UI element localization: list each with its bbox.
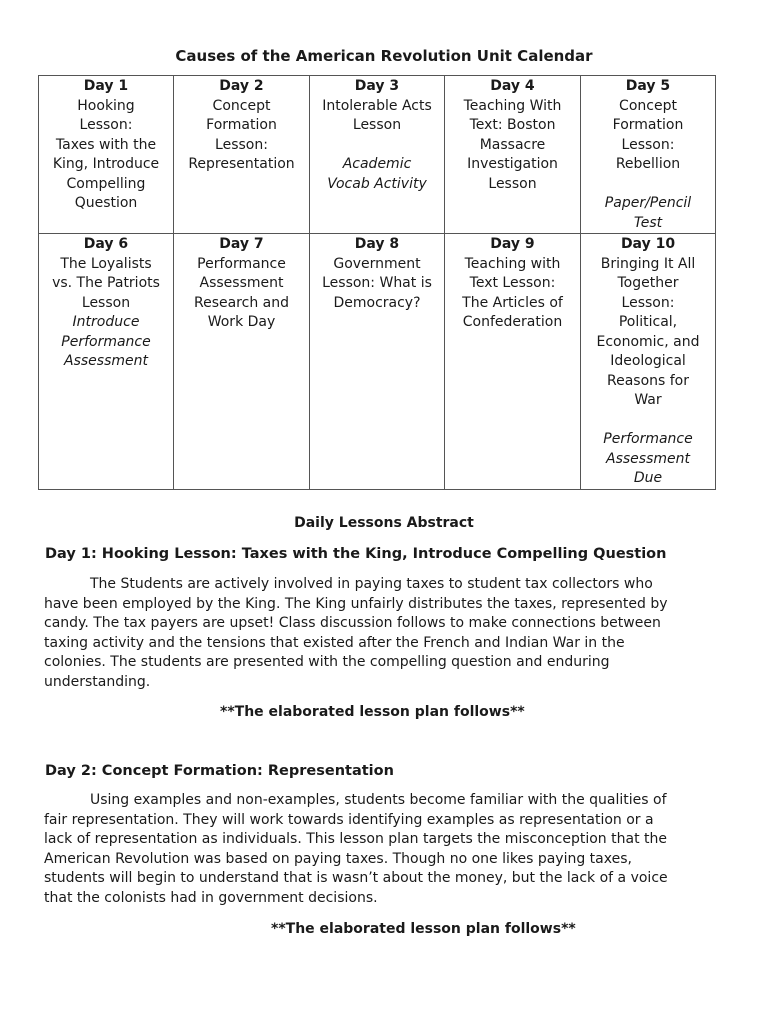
paragraph-line — [44, 634, 724, 654]
calendar-cell-day-1 — [39, 76, 174, 234]
calendar-lesson-text: Work Day — [207, 314, 276, 330]
calendar-cell-day-10 — [581, 234, 716, 490]
paragraph-line — [44, 673, 724, 693]
paragraph-line — [44, 791, 724, 811]
calendar-activity-note: Academic — [342, 156, 412, 172]
calendar-cell-spacer — [584, 175, 712, 195]
calendar-lesson-text: Economic, and — [596, 333, 700, 350]
calendar-lesson-text: Lesson: — [215, 136, 268, 153]
calendar-day-label: Day 1 — [83, 78, 129, 94]
paragraph-line-text: understanding. — [44, 673, 151, 690]
paragraph-line — [44, 614, 724, 634]
calendar-day-label: Day 7 — [219, 236, 264, 252]
paragraph-line — [44, 869, 724, 889]
paragraph-line — [44, 830, 724, 850]
paragraph-line-text: have been employed by the King. The King unfairly distributes the taxes, represented by — [44, 595, 668, 612]
calendar-lesson-text: The Loyalists — [60, 255, 152, 272]
calendar-row-week-2 — [39, 234, 716, 490]
calendar-cell-day-5 — [581, 76, 716, 234]
calendar-day-label: Day 9 — [490, 236, 535, 252]
abstract-heading: Daily Lessons Abstract — [294, 515, 474, 531]
calendar-lesson-text: Lesson — [81, 294, 131, 311]
day1-elaborated-plan-note: **The elaborated lesson plan follows** — [220, 704, 525, 720]
calendar-cell-day-9 — [445, 234, 581, 490]
calendar-lesson-text: Intolerable Acts — [322, 97, 432, 114]
paragraph-line-text: candy. The tax payers are upset! Class discussion follows to make connections between — [44, 615, 661, 632]
calendar-activity-note: Due — [633, 470, 663, 486]
calendar-lesson-text: Rebellion — [615, 156, 681, 172]
calendar-activity-note: Test — [633, 214, 663, 231]
calendar-lesson-text: Lesson: — [621, 294, 675, 311]
calendar-activity-note: Vocab Activity — [327, 175, 427, 192]
calendar-cell-day-4 — [445, 76, 581, 234]
calendar-lesson-text: vs. The Patriots — [52, 275, 160, 291]
unit-calendar-table — [38, 75, 716, 490]
calendar-lesson-text: Lesson — [352, 117, 402, 133]
calendar-lesson-text: Research and — [193, 294, 289, 311]
paragraph-line — [44, 811, 724, 831]
calendar-cell-spacer — [313, 136, 441, 156]
paragraph-line-text: students will begin to understand that is wasn’t about the money, but the lack of a voice — [44, 870, 668, 887]
calendar-lesson-text: The Articles of — [462, 294, 563, 311]
calendar-activity-note: Performance — [61, 333, 151, 350]
paragraph-line-text: that the colonists had in government decisions. — [44, 889, 378, 906]
day1-abstract-paragraph — [44, 575, 724, 693]
calendar-lesson-text: Lesson: — [621, 136, 675, 153]
calendar-lesson-text: Lesson — [488, 175, 537, 192]
calendar-lesson-text: Investigation — [467, 156, 558, 172]
calendar-day-label: Day 4 — [490, 78, 535, 94]
calendar-activity-note: Assessment — [64, 353, 148, 369]
day2-elaborated-plan-note: **The elaborated lesson plan follows** — [271, 921, 576, 937]
day2-abstract-heading: Day 2: Concept Formation: Representation — [45, 763, 394, 779]
calendar-cell-day-3 — [310, 76, 445, 234]
calendar-lesson-text: Reasons for — [606, 372, 690, 389]
calendar-lesson-text: Performance — [197, 255, 286, 272]
calendar-lesson-text: Taxes with the — [55, 136, 157, 153]
calendar-lesson-text: Concept — [619, 97, 677, 114]
calendar-cell-day-8 — [310, 234, 445, 490]
paragraph-line-text: fair representation. They will work towards identifying examples as representation or a — [44, 811, 654, 828]
calendar-lesson-text: King, Introduce — [52, 156, 160, 172]
calendar-day-label: Day 8 — [354, 236, 400, 252]
calendar-lesson-text: Teaching with — [464, 255, 561, 272]
calendar-lesson-text: Question — [74, 195, 138, 211]
calendar-lesson-text: Ideological — [610, 353, 686, 369]
calendar-lesson-text: Bringing It All — [600, 255, 696, 272]
paragraph-line-text: lack of representation as individuals. This lesson plan targets the misconception that the — [44, 831, 667, 848]
calendar-day-label: Day 2 — [219, 78, 264, 94]
calendar-activity-note: Performance — [603, 431, 693, 447]
calendar-lesson-text: Lesson: What is — [322, 275, 432, 291]
calendar-lesson-text: Text: Boston — [469, 117, 556, 133]
calendar-cell-day-7 — [174, 234, 310, 490]
calendar-lesson-text: Lesson: — [79, 117, 133, 133]
calendar-day-label: Day 10 — [620, 236, 676, 252]
calendar-activity-note: Paper/Pencil — [604, 195, 692, 211]
calendar-lesson-text: Massacre — [479, 136, 546, 153]
paragraph-line — [44, 595, 724, 615]
calendar-day-label: Day 3 — [354, 78, 400, 94]
paragraph-line — [44, 889, 724, 909]
calendar-lesson-text: Confederation — [462, 314, 563, 330]
calendar-lesson-text: Formation — [612, 117, 684, 133]
calendar-lesson-text: Assessment — [199, 275, 284, 291]
calendar-lesson-text: Text Lesson: — [469, 275, 556, 291]
calendar-lesson-text: Hooking — [77, 97, 135, 114]
calendar-day-label: Day 6 — [83, 236, 129, 252]
calendar-row-week-1 — [39, 76, 716, 234]
paragraph-line-text: taxing activity and the tensions that existed after the French and Indian War in the — [44, 634, 625, 651]
calendar-lesson-text: Political, — [618, 314, 678, 330]
paragraph-line — [44, 850, 724, 870]
calendar-lesson-text: Government — [333, 255, 421, 272]
calendar-activity-note: Introduce — [72, 314, 140, 330]
document-title: Causes of the American Revolution Unit Calendar — [175, 47, 593, 65]
day2-abstract-paragraph — [44, 791, 724, 909]
calendar-lesson-text: War — [634, 392, 662, 408]
calendar-day-label: Day 5 — [625, 78, 671, 94]
paragraph-line — [44, 575, 724, 595]
calendar-cell-day-2 — [174, 76, 310, 234]
calendar-activity-note: Assessment — [606, 450, 690, 467]
calendar-lesson-text: Concept — [212, 97, 271, 114]
calendar-lesson-text: Representation — [188, 156, 295, 172]
calendar-cell-day-6 — [39, 234, 174, 490]
day1-abstract-heading: Day 1: Hooking Lesson: Taxes with the King, Introduce Compelling Question — [45, 546, 667, 562]
calendar-lesson-text: Compelling — [66, 175, 146, 192]
calendar-lesson-text: Teaching With — [463, 97, 562, 114]
paragraph-line-text: American Revolution was based on paying taxes. Though no one likes paying taxes, — [44, 850, 632, 867]
paragraph-line-text: colonies. The students are presented with the compelling question and enduring — [44, 654, 610, 671]
paragraph-line-text: The Students are actively involved in paying taxes to student tax collectors who — [90, 576, 653, 592]
calendar-lesson-text: Democracy? — [333, 294, 421, 311]
calendar-lesson-text: Formation — [206, 117, 277, 133]
calendar-lesson-text: Together — [617, 275, 679, 291]
calendar-cell-spacer — [584, 411, 712, 431]
paragraph-line-text: Using examples and non-examples, students become familiar with the qualities of — [90, 792, 667, 808]
paragraph-line — [44, 653, 724, 673]
